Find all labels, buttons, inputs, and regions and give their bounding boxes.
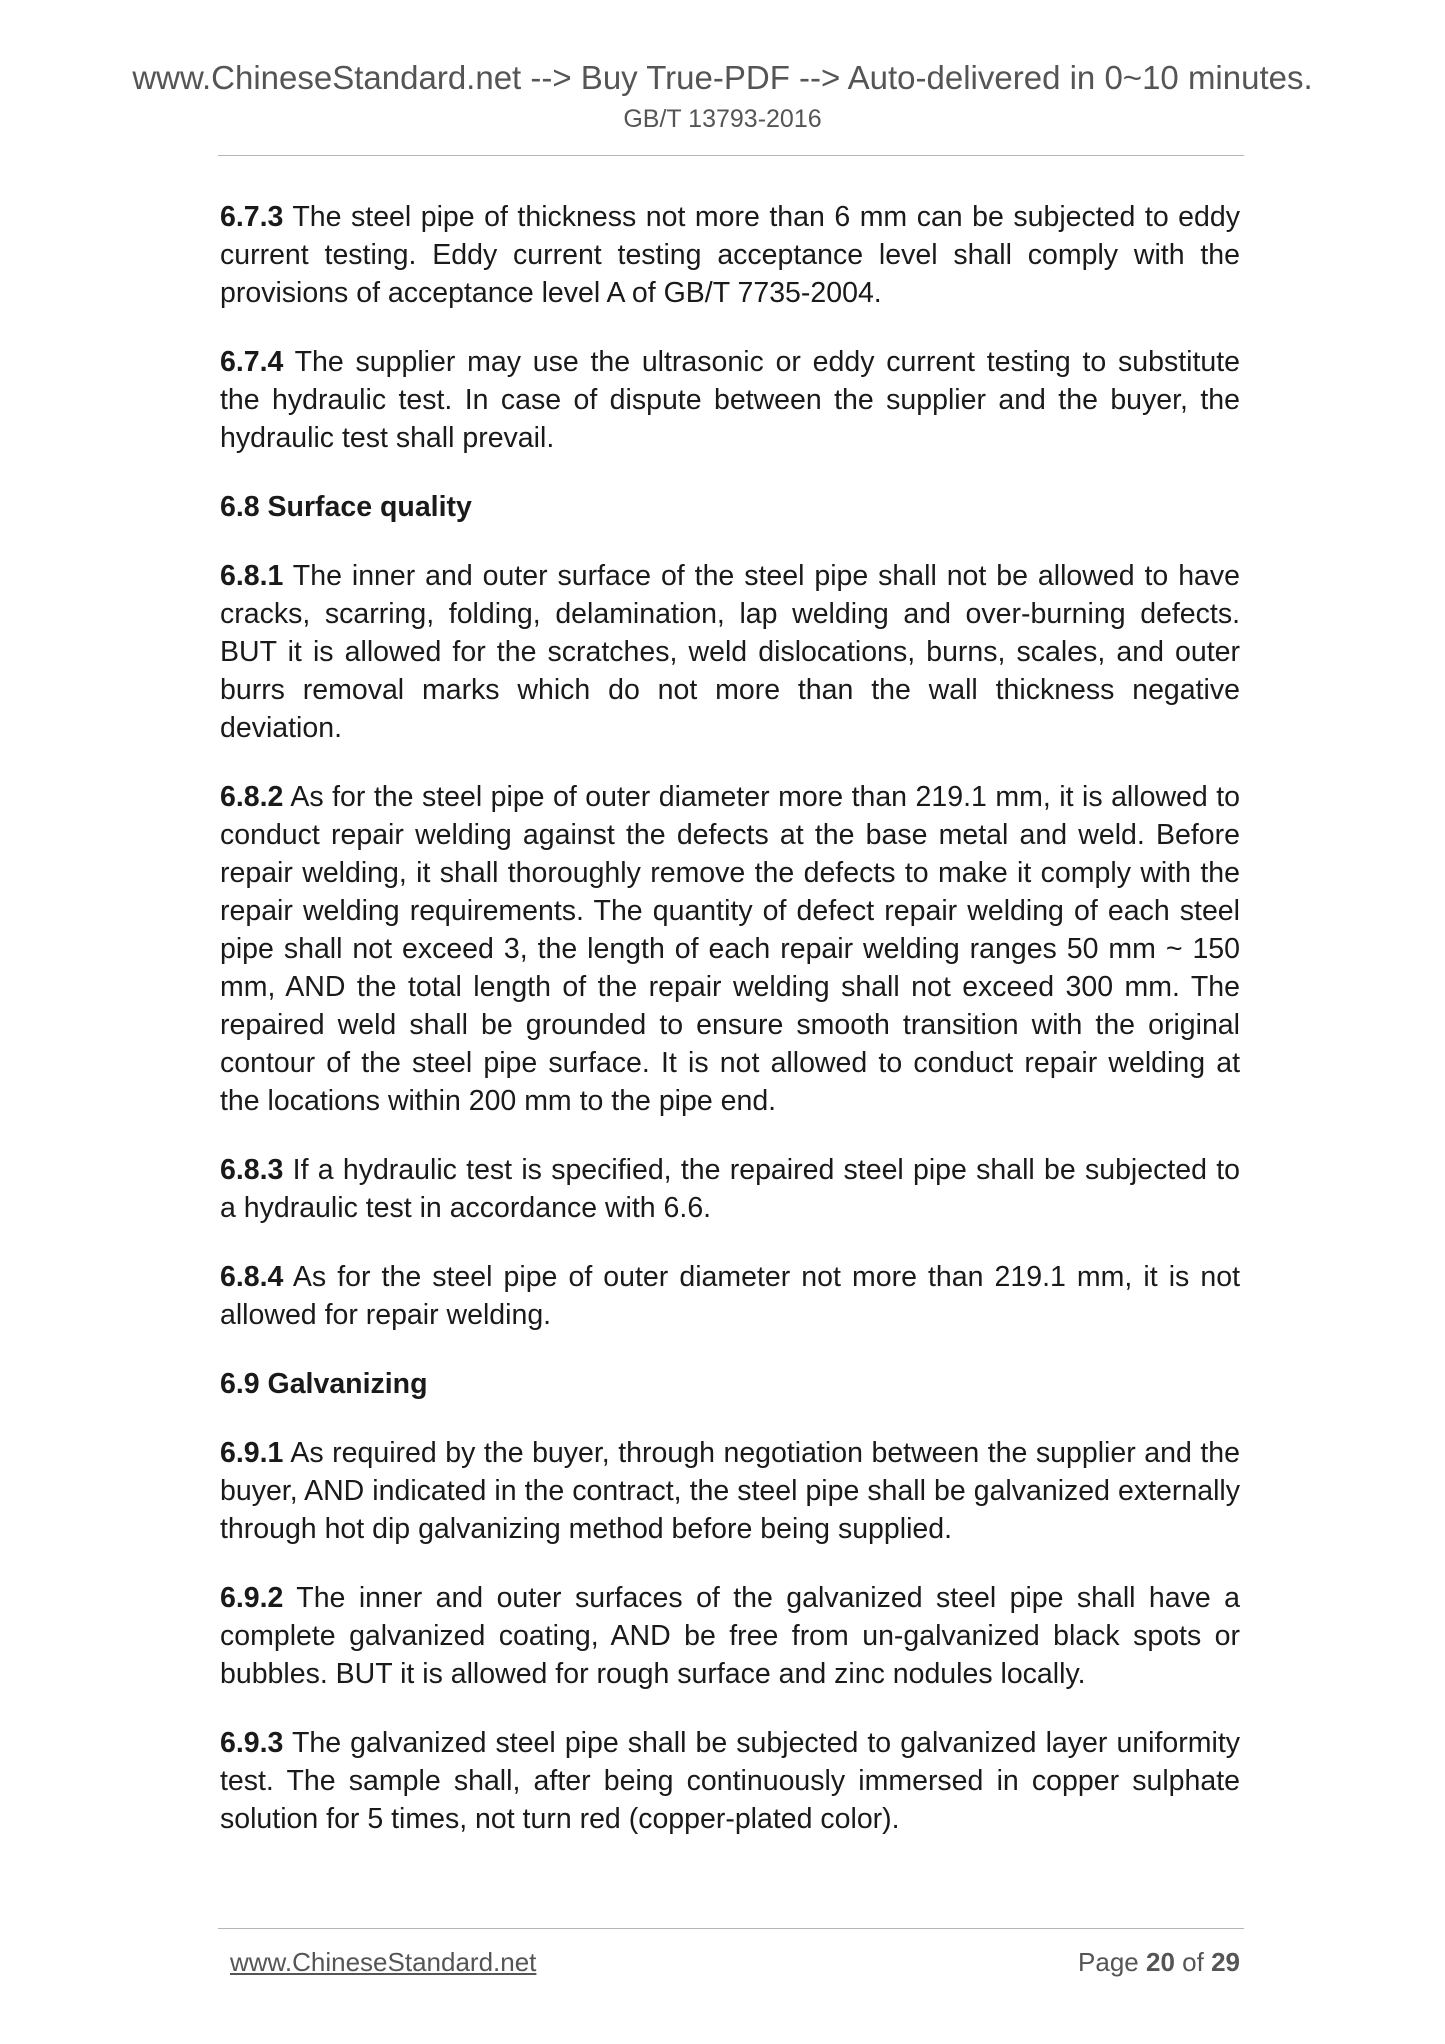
header-divider xyxy=(218,155,1244,156)
clause-6-9-2 xyxy=(220,1579,1240,1693)
clause-number: 6.7.3 xyxy=(220,201,284,233)
clause-text: The steel pipe of thickness not more than 6 mm can be subjected to eddy current testing. Eddy current testing acceptance level shall comply with the provisions of acceptance level A of GB/T 7735-2004. xyxy=(220,201,1240,309)
document-number: GB/T 13793-2016 xyxy=(623,105,822,133)
clause-text: As for the steel pipe of outer diameter not more than 219.1 mm, it is not allowed for repair welding. xyxy=(220,1261,1240,1331)
clause-6-8-4 xyxy=(220,1258,1240,1334)
section-heading-surface-quality: 6.8 Surface quality xyxy=(220,491,472,523)
clause-text: The supplier may use the ultrasonic or eddy current testing to substitute the hydraulic test. In case of dispute between the supplier and the buyer, the hydraulic test shall prevail. xyxy=(220,346,1240,454)
section-heading-galvanizing: 6.9 Galvanizing xyxy=(220,1368,428,1400)
clause-6-7-3 xyxy=(220,198,1240,312)
clause-text: As required by the buyer, through negotiation between the supplier and the buyer, AND indicated in the contract, the steel pipe shall be galvanized externally through hot dip galvanizing method before being supplied. xyxy=(220,1437,1240,1545)
clause-6-8-2 xyxy=(220,778,1240,1120)
clause-number: 6.9.3 xyxy=(220,1727,284,1759)
clause-6-9-3 xyxy=(220,1724,1240,1838)
clause-text: The galvanized steel pipe shall be subjected to galvanized layer uniformity test. The sample shall, after being continuously immersed in copper sulphate solution for 5 times, not turn red (copper-plated color). xyxy=(220,1727,1240,1835)
clause-number: 6.9.1 xyxy=(220,1437,284,1469)
clause-6-8-3 xyxy=(220,1151,1240,1227)
header-banner: www.ChineseStandard.net --> Buy True-PDF --> Auto-delivered in 0~10 minutes. xyxy=(132,59,1313,96)
clause-number: 6.8.4 xyxy=(220,1261,284,1293)
clause-text: If a hydraulic test is specified, the repaired steel pipe shall be subjected to a hydraulic test in accordance with 6.6. xyxy=(220,1154,1240,1224)
clause-number: 6.7.4 xyxy=(220,346,284,378)
clause-number: 6.9.2 xyxy=(220,1582,284,1614)
clause-6-7-4 xyxy=(220,343,1240,457)
page-total: 29 xyxy=(1211,1947,1240,1977)
page-of: of xyxy=(1182,1947,1204,1977)
clause-number: 6.8.2 xyxy=(220,781,284,813)
page-content xyxy=(220,198,1240,1869)
clause-text: As for the steel pipe of outer diameter more than 219.1 mm, it is allowed to conduct repair welding against the defects at the base metal and weld. Before repair welding, it shall thoroughly remove the defects to make it comply with the repair welding requirements. The quantity of defect repair welding of each steel pipe shall not exceed 3, the length of each repair welding ranges 50 mm ~ 150 mm, AND the total length of the repair welding shall not exceed 300 mm. The repaired weld shall be grounded to ensure smooth transition with the original contour of the steel pipe surface. It is not allowed to conduct repair welding at the locations within 200 mm to the pipe end. xyxy=(220,781,1240,1117)
page-indicator xyxy=(1078,1946,1240,1978)
clause-number: 6.8.3 xyxy=(220,1154,284,1186)
page-current: 20 xyxy=(1146,1947,1175,1977)
clause-number: 6.8.1 xyxy=(220,560,284,592)
clause-6-8-1 xyxy=(220,557,1240,747)
footer-divider xyxy=(218,1928,1244,1929)
clause-text: The inner and outer surface of the steel pipe shall not be allowed to have cracks, scarring, folding, delamination, lap welding and over-burning defects. BUT it is allowed for the scratches, weld dislocations, burns, scales, and outer burrs removal marks which do not more than the wall thickness negative deviation. xyxy=(220,560,1240,744)
footer-site-link[interactable]: www.ChineseStandard.net xyxy=(230,1947,537,1977)
page-word: Page xyxy=(1078,1947,1139,1977)
clause-6-9-1 xyxy=(220,1434,1240,1548)
clause-text: The inner and outer surfaces of the galvanized steel pipe shall have a complete galvanized coating, AND be free from un-galvanized black spots or bubbles. BUT it is allowed for rough surface and zinc nodules locally. xyxy=(220,1582,1240,1690)
